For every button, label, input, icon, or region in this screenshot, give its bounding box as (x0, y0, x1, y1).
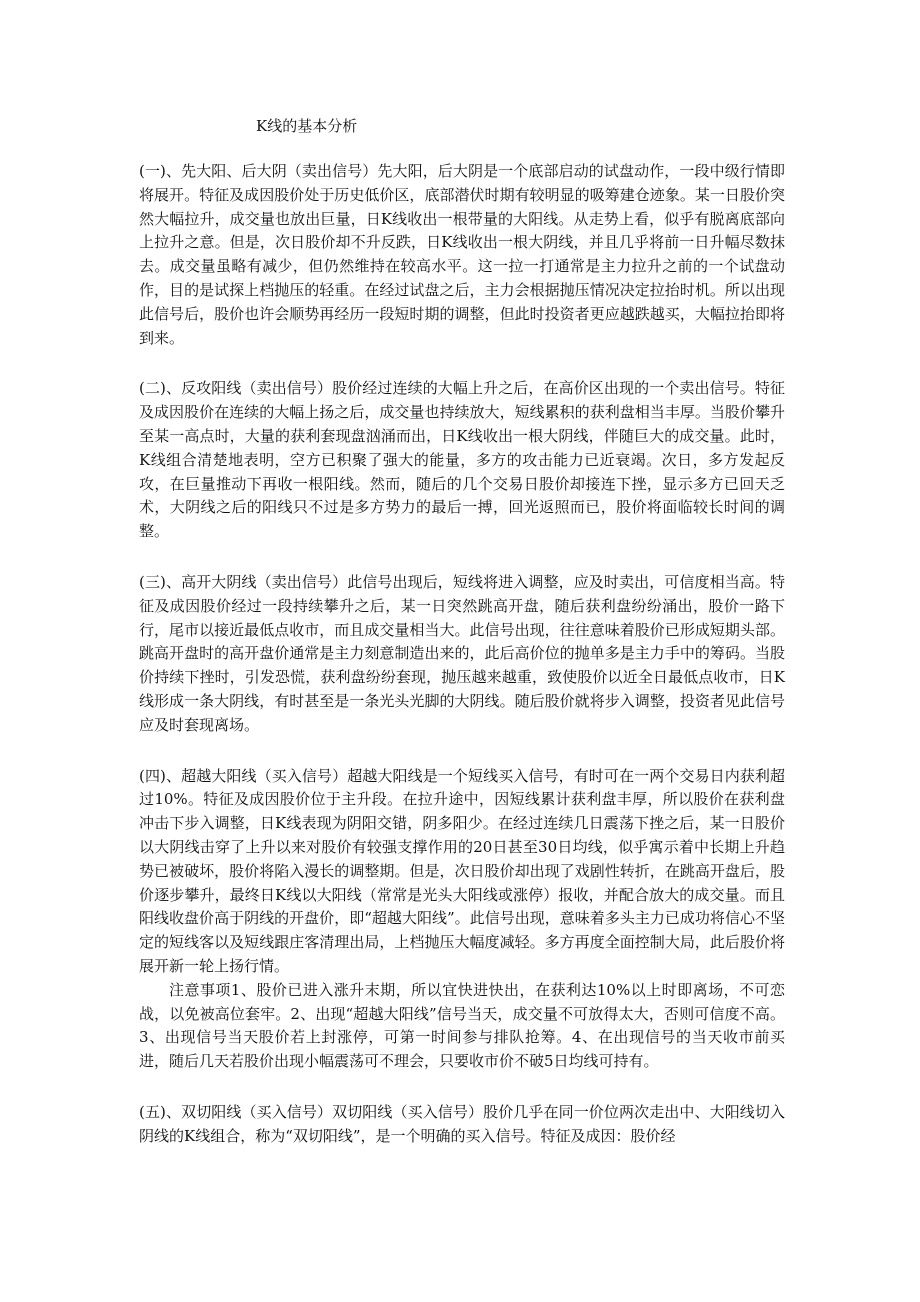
paragraph-section-2: (二)、反攻阳线（卖出信号）股价经过连续的大幅上升之后，在高价区出现的一个卖出信号。特征及成因股价在连续的大幅上扬之后，成交量也持续放大，短线累积的获利盘相当丰厚。当股价攀升至某一高点时，大量的获利套现盘汹涌而出，日K线收出一根大阴线，伴随巨大的成交量。此时，K线组合清楚地表明，空方已积聚了强大的能量，多方的攻击能力已近衰竭。次日，多方发起反攻，在巨量推动下再收一根阳线。然而，随后的几个交易日股价却接连下挫，显示多方已回天乏术，大阴线之后的阳线只不过是多方势力的最后一搏，回光返照而已，股价将面临较长时间的调整。 (139, 379, 785, 541)
paragraph-section-5: (五)、双切阳线（买入信号）双切阳线（买入信号）股价几乎在同一价位两次走出中、大阳线切入阴线的K线组合，称为“双切阳线”，是一个明确的买入信号。特征及成因：股价经 (139, 1102, 785, 1145)
paragraph-section-3: (三)、高开大阴线（卖出信号）此信号出现后，短线将进入调整，应及时卖出，可信度相当高。特征及成因股价经过一段持续攀升之后，某一日突然跳高开盘，随后获利盘纷纷涌出，股价一路下行，尾市以接近最低点收市，而且成交量相当大。此信号出现，往往意味着股价已形成短期头部。跳高开盘时的高开盘价通常是主力刻意制造出来的，此后高价位的抛单多是主力手中的筹码。当股价持续下挫时，引发恐慌，获利盘纷纷套现，抛压越来越重，致使股价以近全日最低点收市，日K线形成一条大阴线，有时甚至是一条光头光脚的大阴线。随后股价就将步入调整，投资者见此信号应及时套现离场。 (139, 572, 785, 734)
document-body (139, 160, 785, 1148)
paragraph-section-4: (四)、超越大阳线（买入信号）超越大阳线是一个短线买入信号，有时可在一两个交易日内获利超过10%。特征及成因股价位于主升段。在拉升途中，因短线累计获利盘丰厚，所以股价在获利盘冲击下步入调整，日K线表现为阴阳交错，阴多阳少。在经过连续几日震荡下挫之后，某一日股价以大阴线击穿了上升以来对股价有较强支撑作用的20日甚至30日均线，似乎寓示着中长期上升趋势已被破坏，股价将陷入漫长的调整期。但是，次日股价却出现了戏剧性转折，在跳高开盘后，股价逐步攀升，最终日K线以大阳线（常常是光头大阳线或涨停）报收，并配合放大的成交量。而且阳线收盘价高于阴线的开盘价，即“超越大阳线”。此信号出现，意味着多头主力已成功将信心不坚定的短线客以及短线跟庄客清理出局，上档抛压大幅度减轻。多方再度全面控制大局，此后股价将展开新一轮上扬行情。 (139, 766, 785, 975)
page-title: K线的基本分析 (256, 117, 358, 135)
paragraph-section-1: (一)、先大阳、后大阴（卖出信号）先大阳，后大阴是一个底部启动的试盘动作，一段中级行情即将展开。特征及成因股价处于历史低价区，底部潜伏时期有较明显的吸筹建仓迹象。某一日股价突然大幅拉升，成交量也放出巨量，日K线收出一根带量的大阳线。从走势上看，似乎有脱离底部向上拉升之意。但是，次日股价却不升反跌，日K线收出一根大阴线，并且几乎将前一日升幅尽数抹去。成交量虽略有减少，但仍然维持在较高水平。这一拉一打通常是主力拉升之前的一个试盘动作，目的是试探上档抛压的轻重。在经过试盘之后，主力会根据抛压情况决定拉抬时机。所以出现此信号后，股价也许会顺势再经历一段短时期的调整，但此时投资者更应越跌越买，大幅拉抬即将到来。 (139, 162, 785, 347)
paragraph-notes: 注意事项1、股价已进入涨升末期，所以宜快进快出，在获利达10%以上时即离场，不可恋战，以免被高位套牢。2、出现“超越大阳线”信号当天，成交量不可放得太大，否则可信度不高。3、出现信号当天股价若上封涨停，可第一时间参与排队抢筹。4、在出现信号的当天收市前买进，随后几天若股价出现小幅震荡可不理会，只要收市价不破5日均线可持有。 (139, 980, 785, 1071)
